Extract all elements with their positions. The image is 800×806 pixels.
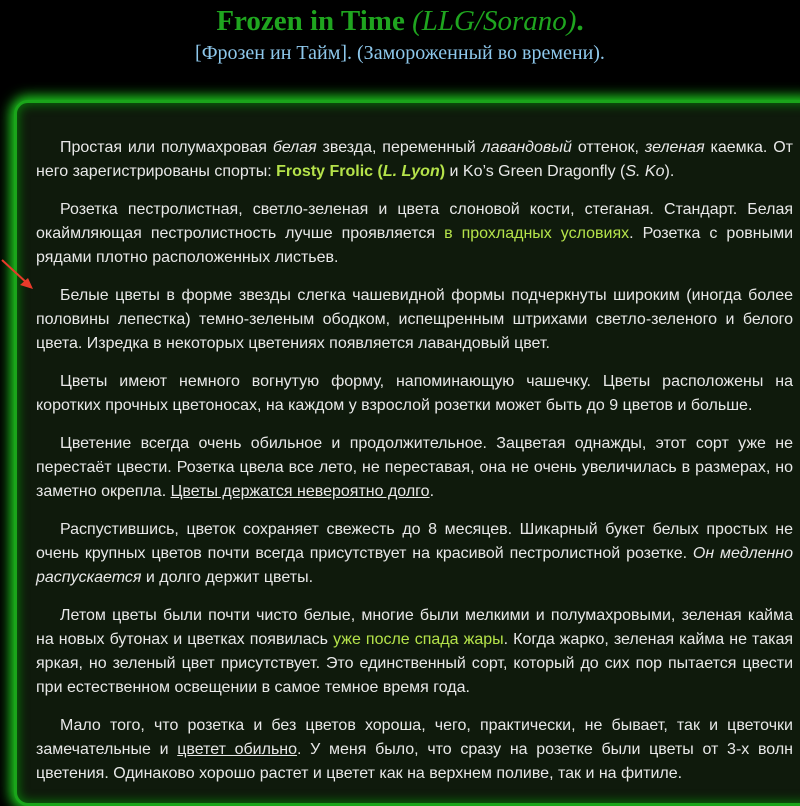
paragraph-8: Мало того, что розетка и без цветов хороша, чего, практически, не бывает, так и цветочки замечательные и цветет обильно. У меня было, что сразу на розетке были цветы от 3-х волн цветения. Одинаково хорошо растет и цветет как на верхнем поливе, так и на фитиле. [36, 717, 794, 782]
description-text [36, 136, 793, 800]
page-title [0, 4, 800, 38]
paragraph-1: Простая или полумахровая белая звезда, переменный лавандовый оттенок, зеленая каемка. От него зарегистрированы спорты: Frosty Frolic (L. Lyon) и Ko’s Green Dragonfly (S. Ko). [36, 139, 793, 180]
highlight-cool-conditions: в прохладных условиях [444, 225, 630, 242]
paragraph-6: Распустившись, цветок сохраняет свежесть до 8 месяцев. Шикарный букет белых простых не очень крупных цветов почти всегда присутствует на красивой пестролистной розетке. Он медленно распускается и долго держит цветы. [36, 521, 793, 586]
title-end: . [576, 5, 584, 37]
highlight-after-heat: уже после спада жары [333, 631, 504, 648]
paragraph-3: Белые цветы в форме звезды слегка чашевидной формы подчеркнуты широким (иногда более половины лепестка) темно-зеленым ободком, испещренным штрихами светло-зеленого и белого цвета. Изредка в некоторых цветениях появляется лавандовый цвет. [36, 287, 793, 352]
page-subtitle: [Фрозен ин Тайм]. (Замороженный во времени). [195, 42, 605, 64]
red-arrow-icon [0, 258, 40, 298]
italic-slow-open: Он медленно распускается [36, 545, 793, 586]
paragraph-2: Розетка пестролистная, светло-зеленая и цвета слоновой кости, стеганая. Стандарт. Белая окаймляющая пестролистность лучше проявляется в прохладных условиях. Розетка с ровными рядами плотно расположенных листьев. [36, 201, 794, 266]
paragraph-7: Летом цветы были почти чисто белые, многие были мелкими и полумахровыми, зеленая кайма на новых бутонах и цветках появилась уже после спада жары. Когда жарко, зеленая кайма не такая яркая, но зеленый цвет присутствует. Это единственный сорт, который до сих пор пытается цвести при естественном освещении в самое темное время года. [36, 607, 794, 696]
underlined-long-lasting: Цветы держатся невероятно долго [170, 483, 430, 500]
title-name: Frozen in Time [216, 5, 405, 37]
paragraph-5: Цветение всегда очень обильное и продолжительное. Зацветая однажды, этот сорт уже не перестаёт цвести. Розетка цвела все лето, не переставая, она не очень увеличилась в размерах, но заметно окрепла. Цветы держатся невероятно долго. [36, 435, 793, 500]
page-header [0, 0, 800, 66]
title-breeder: (LLG/Sorano) [412, 5, 577, 37]
paragraph-4: Цветы имеют немного вогнутую форму, напоминающую чашечку. Цветы расположены на коротких прочных цветоносах, на каждом у взрослой розетки может быть до 9 цветов и больше. [36, 373, 793, 414]
sport-name-frosty-frolic: Frosty Frolic (L. Lyon) [276, 163, 446, 180]
underlined-blooms-abundantly: цветет обильно [177, 741, 298, 758]
